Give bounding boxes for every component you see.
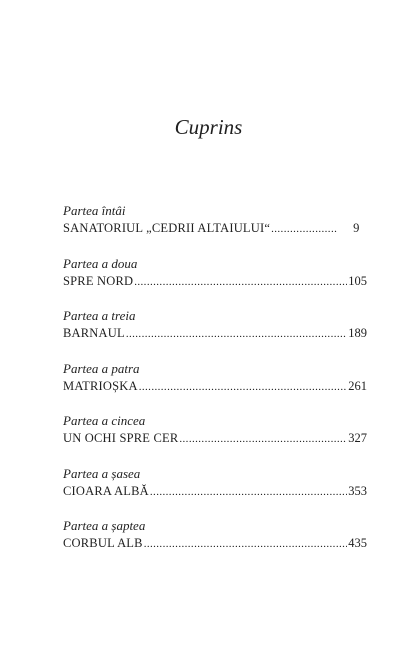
toc-part-1	[63, 200, 367, 253]
chapter-title: SPRE NORD	[63, 273, 134, 288]
toc-entry[interactable]	[63, 430, 367, 448]
page-number: 261	[348, 378, 367, 393]
dot-leader	[134, 274, 347, 291]
toc-part-5	[63, 410, 367, 463]
part-label: Partea a treia	[63, 308, 136, 323]
dot-leader	[271, 221, 337, 238]
toc-part-2	[63, 253, 367, 306]
toc-part-4	[63, 358, 367, 411]
chapter-title: CIOARA ALBĂ	[63, 483, 149, 498]
page-number: 435	[348, 536, 367, 550]
chapter-title: CORBUL ALB	[63, 536, 143, 550]
part-label: Partea întâi	[63, 203, 126, 218]
page-number: 327	[348, 431, 367, 445]
page-title: Cuprins	[174, 115, 243, 139]
toc-part-6	[63, 463, 367, 516]
toc-entry[interactable]	[63, 483, 367, 501]
toc-part-7	[63, 515, 367, 568]
dot-leader	[144, 536, 348, 553]
toc-entry[interactable]	[63, 535, 367, 553]
chapter-title: SANATORIUL „CEDRII ALTAIULUI“	[63, 221, 271, 235]
toc-entry[interactable]	[63, 273, 367, 291]
dot-leader	[139, 379, 348, 396]
part-label: Partea a cincea	[63, 413, 146, 428]
dot-leader	[126, 326, 347, 343]
dot-leader	[150, 484, 347, 501]
toc-entry[interactable]	[63, 325, 367, 343]
part-label: Partea a șaptea	[63, 518, 146, 533]
page-number: 353	[348, 483, 367, 498]
toc-entry[interactable]	[63, 378, 367, 396]
part-label: Partea a șasea	[63, 465, 141, 481]
page-number: 9	[353, 221, 360, 235]
part-label: Partea a patra	[63, 360, 140, 376]
toc-entry[interactable]	[63, 220, 367, 238]
page-number: 189	[348, 326, 367, 340]
part-label: Partea a doua	[63, 255, 138, 271]
page-number: 105	[348, 273, 367, 288]
toc-part-3	[63, 305, 367, 358]
table-of-contents	[63, 200, 367, 568]
chapter-title: BARNAUL	[63, 326, 125, 340]
chapter-title: UN OCHI SPRE CER	[63, 431, 179, 445]
dot-leader	[179, 431, 347, 448]
chapter-title: MATRIOȘKA	[63, 378, 138, 393]
